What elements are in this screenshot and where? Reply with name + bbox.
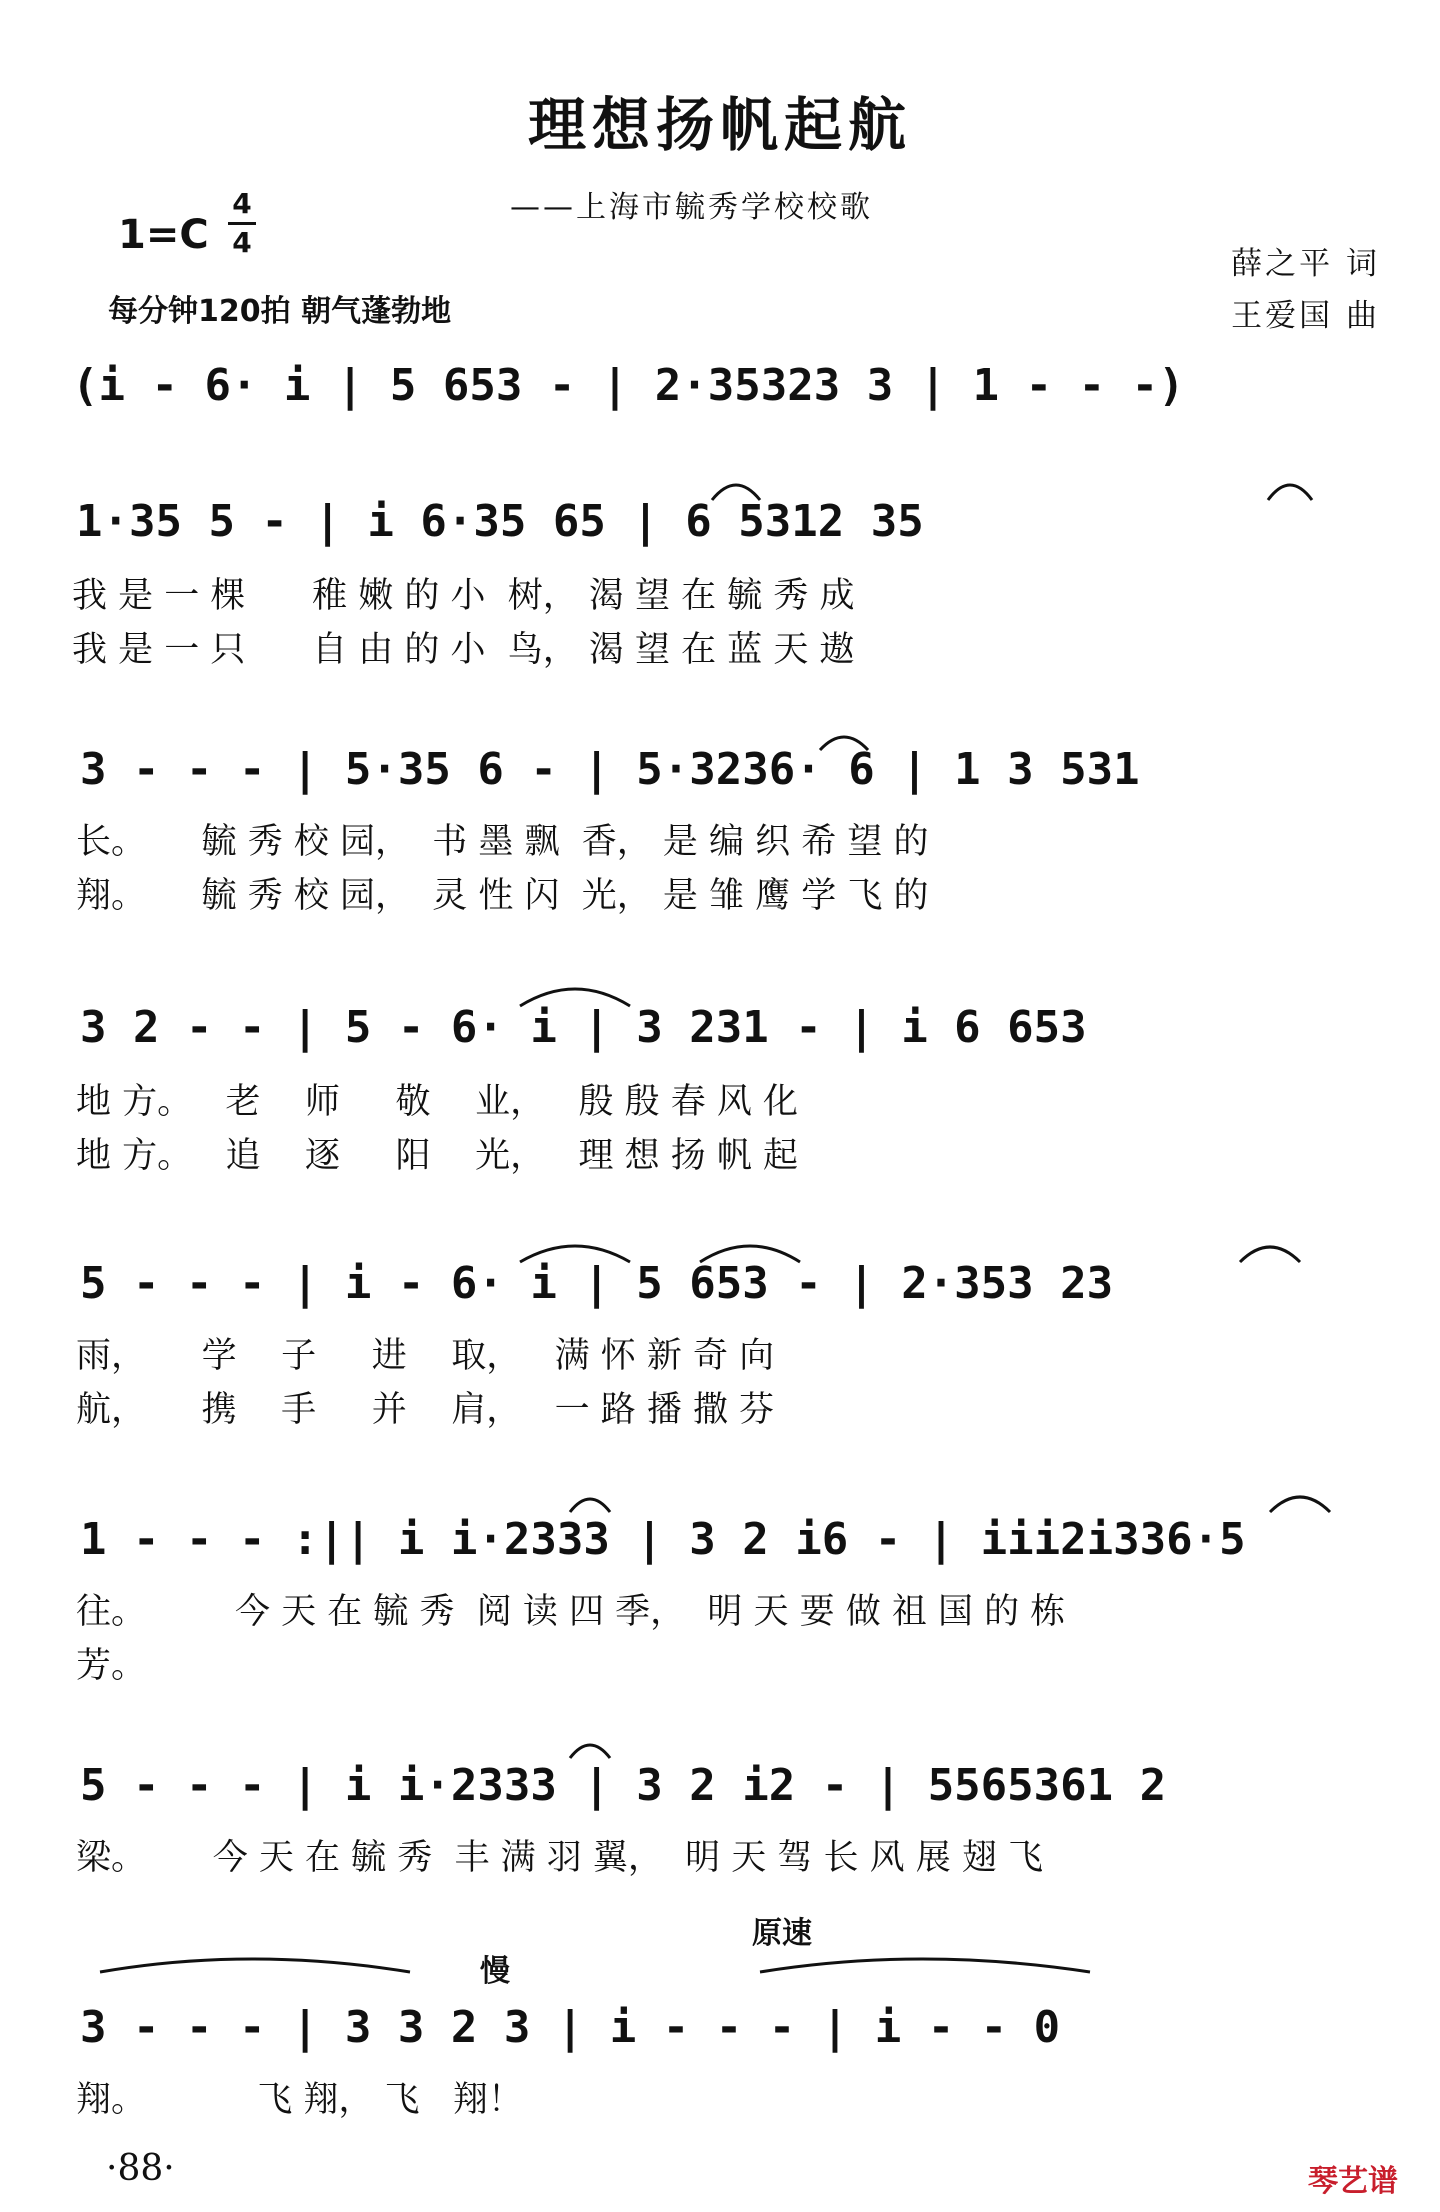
lyric-verse-1: 我 是 一 棵 稚 嫩 的 小 树， 渴 望 在 毓 秀 成 (72, 576, 855, 616)
notation-line: 3 2 - - | 5 - 6· i | 3 231 - | i 6 653 (80, 1002, 1087, 1053)
lyric-verse-1: 地 方。 老 师 敬 业， 殷 殷 春 风 化 (76, 1082, 799, 1122)
slur (570, 1499, 610, 1512)
lyricist-credit: 薛之平 词 (1231, 246, 1380, 282)
slur (520, 989, 630, 1006)
watermark-logo: 琴艺谱 (1308, 2164, 1398, 2199)
slow-marking: 慢 (480, 1954, 510, 1989)
lyric-verse-2: 航， 携 手 并 肩， 一 路 播 撒 芬 (76, 1390, 775, 1430)
a-tempo-marking: 原速 (752, 1916, 812, 1951)
slur (712, 485, 760, 500)
slur (1240, 1247, 1300, 1262)
slur (700, 1246, 800, 1262)
lyric-verse-2: 我 是 一 只 自 由 的 小 鸟， 渴 望 在 蓝 天 遨 (72, 630, 855, 670)
slur (100, 1959, 410, 1972)
slur (520, 1246, 630, 1262)
lyric-verse-1: 梁。 今 天 在 毓 秀 丰 满 羽 翼， 明 天 驾 长 风 展 翅 飞 (76, 1838, 1044, 1878)
key-signature: 1=C (118, 212, 209, 258)
notation-line: 1 - - - :|| i i·2333 | 3 2 i6 - | iii2i336·5 (80, 1514, 1246, 1565)
slur (760, 1959, 1090, 1972)
meter-bottom: 4 (232, 226, 252, 259)
song-subtitle: ——上海市毓秀学校校歌 (510, 190, 873, 225)
lyric-verse-2: 芳。 (76, 1646, 147, 1686)
notation-line: 5 - - - | i i·2333 | 3 2 i2 - | 5565361 2 (80, 1760, 1167, 1811)
notation-line: (i - 6· i | 5 653 - | 2·35323 3 | 1 - - -) (72, 360, 1185, 411)
slur (570, 1745, 610, 1758)
lyric-verse-2: 地 方。 追 逐 阳 光， 理 想 扬 帆 起 (76, 1136, 799, 1176)
page-number: ·88· (106, 2148, 175, 2189)
notation-line: 1·35 5 - | i 6·35 65 | 6 5312 35 (76, 496, 924, 547)
lyric-verse-1: 翔。 飞 翔， 飞 翔！ (76, 2080, 523, 2120)
lyric-verse-2: 翔。 毓 秀 校 园， 灵 性 闪 光， 是 雏 鹰 学 飞 的 (76, 876, 929, 916)
notation-line: 3 - - - | 5·35 6 - | 5·3236· 6 | 1 3 531 (80, 744, 1140, 795)
slur (820, 737, 868, 750)
lyric-verse-1: 雨， 学 子 进 取， 满 怀 新 奇 向 (76, 1336, 775, 1376)
composer-credit: 王爱国 曲 (1231, 298, 1380, 334)
slur (1270, 1497, 1330, 1512)
song-title: 理想扬帆起航 (527, 91, 912, 159)
meter-top: 4 (232, 187, 252, 220)
slur (1268, 485, 1312, 500)
notation-line: 3 - - - | 3 3 2 3 | i - - - | i - - 0 (80, 2002, 1061, 2053)
lyric-verse-1: 长。 毓 秀 校 园， 书 墨 飘 香， 是 编 织 希 望 的 (76, 822, 929, 862)
notation-line: 5 - - - | i - 6· i | 5 653 - | 2·353 23 (80, 1258, 1114, 1309)
lyric-verse-1: 往。 今 天 在 毓 秀 阅 读 四 季， 明 天 要 做 祖 国 的 栋 (76, 1592, 1066, 1632)
tempo-marking: 每分钟120拍 朝气蓬勃地 (108, 294, 452, 329)
